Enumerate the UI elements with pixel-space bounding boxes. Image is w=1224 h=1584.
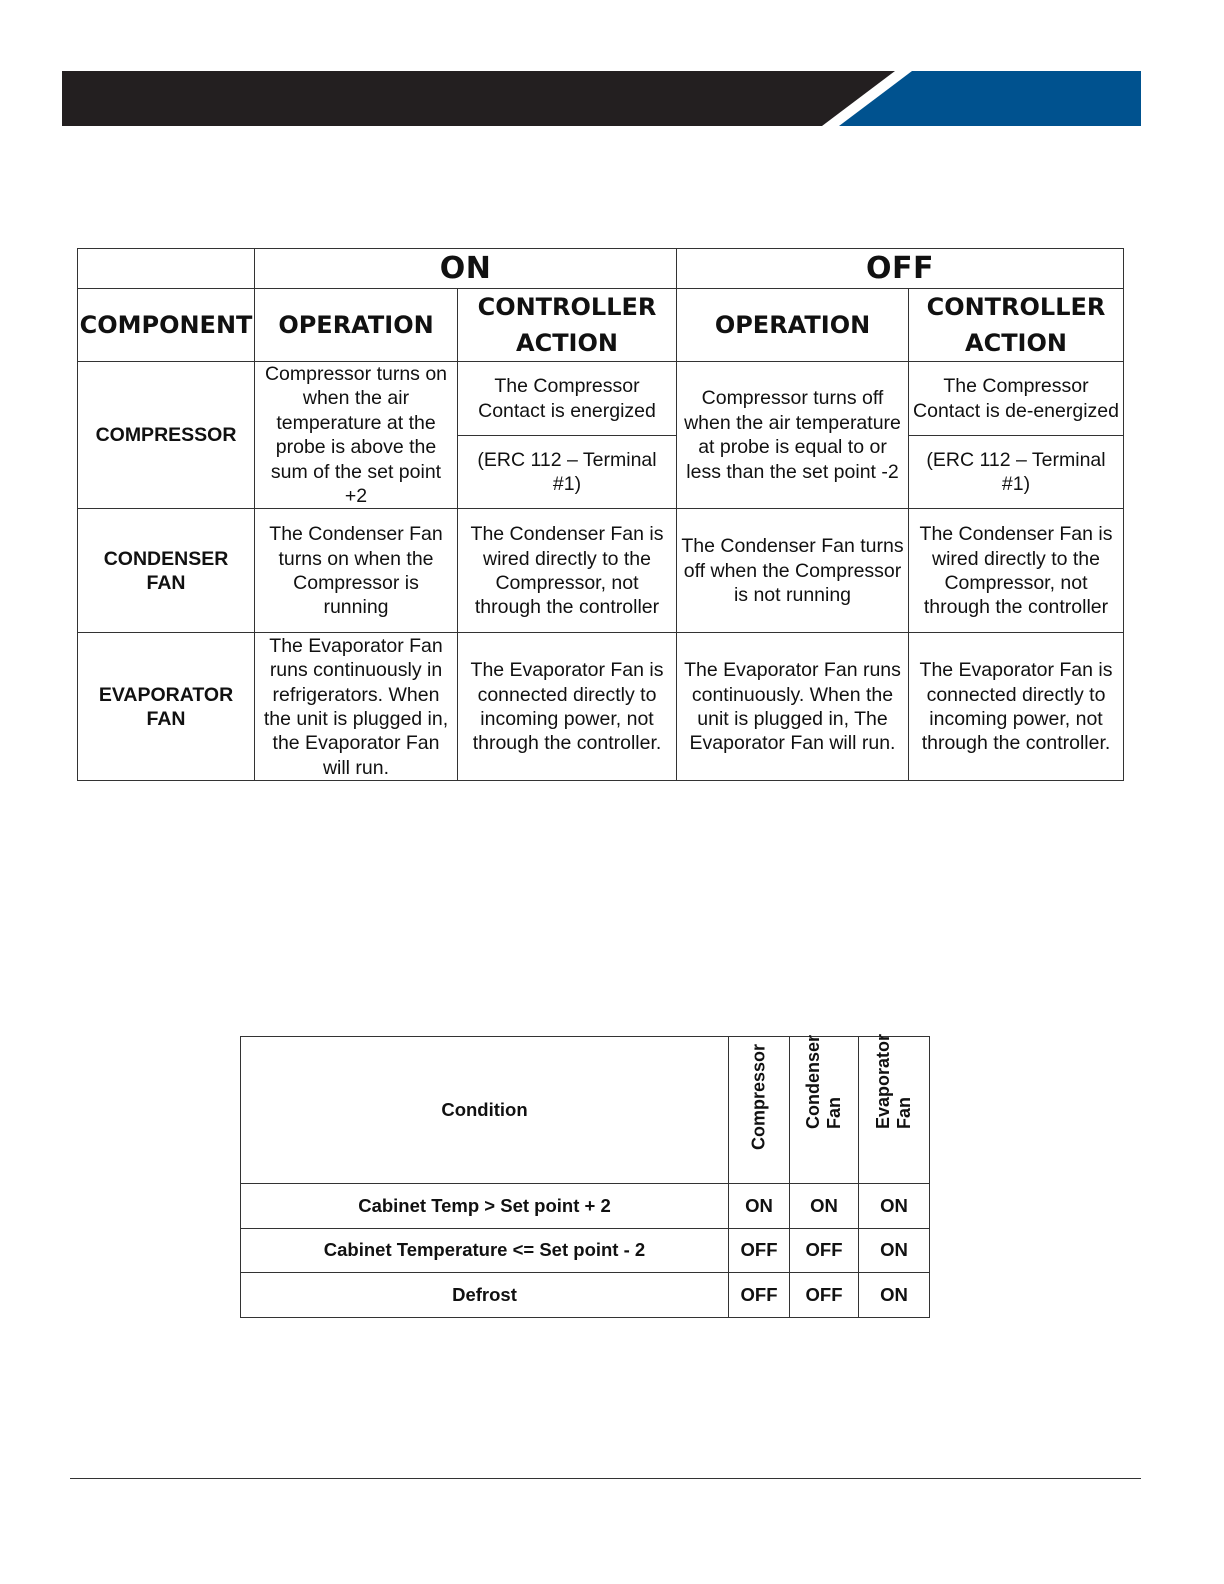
- header-off-controller-line2: ACTION: [965, 329, 1067, 357]
- condenser-label-line1: CONDENSER: [103, 547, 229, 570]
- evaporator-label-line1: EVAPORATOR: [98, 683, 234, 706]
- compressor-off-controller-bottom: (ERC 112 – Terminal #1): [909, 436, 1124, 509]
- evaporator-status: ON: [859, 1273, 930, 1318]
- header-condenser-line2: Fan: [824, 1096, 844, 1129]
- compressor-status: OFF: [729, 1273, 790, 1318]
- component-condenser-fan: [78, 509, 255, 633]
- component-operation-table: [77, 248, 1124, 781]
- header-banner: [62, 71, 1141, 126]
- compressor-on-operation: Compressor turns on when the air temperature at the probe is above the sum of the set point +2: [255, 362, 458, 509]
- header-compressor: [729, 1037, 790, 1184]
- header-compressor-text: Compressor: [748, 1043, 769, 1150]
- header-component: COMPONENT: [78, 289, 255, 362]
- compressor-status: OFF: [729, 1228, 790, 1273]
- compressor-on-controller-bottom: (ERC 112 – Terminal #1): [458, 436, 677, 509]
- footer-divider: [70, 1478, 1141, 1479]
- header-off-controller-line1: CONTROLLER: [926, 293, 1106, 321]
- header-condenser-fan: [790, 1034, 859, 1184]
- evaporator-status: ON: [859, 1228, 930, 1273]
- condition-header-row: [241, 1037, 930, 1184]
- condenser-label-line2: FAN: [146, 571, 186, 594]
- condition-row: [241, 1273, 930, 1318]
- group-off-header: OFF: [677, 249, 1124, 289]
- column-header-row: [78, 289, 1124, 362]
- component-compressor: COMPRESSOR: [78, 362, 255, 509]
- header-off-operation: OPERATION: [677, 289, 909, 362]
- header-on-operation: OPERATION: [255, 289, 458, 362]
- header-evaporator-fan-label: [873, 1034, 915, 1129]
- condition-status-table: [240, 1033, 930, 1318]
- condition-cell: Defrost: [241, 1273, 729, 1318]
- condenser-status: OFF: [790, 1228, 859, 1273]
- header-condenser-fan-label: [803, 1035, 845, 1129]
- evaporator-label-line2: FAN: [146, 707, 186, 730]
- header-evaporator-fan: [859, 1033, 930, 1184]
- header-banner-graphic: [62, 71, 1141, 126]
- condenser-on-operation: The Condenser Fan turns on when the Compressor is running: [255, 509, 458, 633]
- header-on-controller-action: [458, 289, 677, 362]
- evaporator-off-operation: The Evaporator Fan runs continuously. When the unit is plugged in, The Evaporator Fan will run.: [677, 633, 909, 781]
- header-condition-label: Condition: [441, 1099, 528, 1120]
- header-compressor-label: [749, 1044, 770, 1150]
- header-off-controller-action: [909, 289, 1124, 362]
- evaporator-off-controller: The Evaporator Fan is connected directly to incoming power, not through the controller.: [909, 633, 1124, 781]
- header-on-controller-line1: CONTROLLER: [477, 293, 657, 321]
- compressor-on-controller-top: The Compressor Contact is energized: [458, 362, 677, 436]
- compressor-status: ON: [729, 1184, 790, 1229]
- condition-row: [241, 1228, 930, 1273]
- banner-accent-band: [839, 71, 1141, 126]
- empty-corner-cell: [78, 249, 255, 289]
- evaporator-row: [78, 633, 1124, 781]
- compressor-off-controller-top: The Compressor Contact is de-energized: [909, 362, 1124, 436]
- evaporator-on-operation: The Evaporator Fan runs continuously in refrigerators. When the unit is plugged in, the Evaporator Fan will run.: [255, 633, 458, 781]
- evaporator-status: ON: [859, 1184, 930, 1229]
- header-condenser-line1: Condenser: [803, 1034, 823, 1129]
- compressor-off-operation: Compressor turns off when the air temperature at probe is equal to or less than the set point -2: [677, 362, 909, 509]
- component-evaporator-fan: [78, 633, 255, 781]
- condenser-status: OFF: [790, 1273, 859, 1318]
- condenser-off-controller: The Condenser Fan is wired directly to the Compressor, not through the controller: [909, 509, 1124, 633]
- condenser-on-controller: The Condenser Fan is wired directly to the Compressor, not through the controller: [458, 509, 677, 633]
- condition-cell: Cabinet Temp > Set point + 2: [241, 1184, 729, 1229]
- banner-dark-band: [62, 71, 895, 126]
- condenser-off-operation: The Condenser Fan turns off when the Compressor is not running: [677, 509, 909, 633]
- group-on-header: ON: [255, 249, 677, 289]
- header-evaporator-line2: Fan: [894, 1096, 914, 1129]
- header-condition: [241, 1037, 729, 1184]
- condenser-status: ON: [790, 1184, 859, 1229]
- header-on-controller-line2: ACTION: [516, 329, 618, 357]
- condenser-row: [78, 509, 1124, 633]
- evaporator-on-controller: The Evaporator Fan is connected directly to incoming power, not through the controller.: [458, 633, 677, 781]
- compressor-row-top: [78, 362, 1124, 436]
- condition-cell: Cabinet Temperature <= Set point - 2: [241, 1228, 729, 1273]
- condition-row: [241, 1184, 930, 1229]
- group-header-row: [78, 249, 1124, 289]
- header-evaporator-line1: Evaporator: [873, 1033, 893, 1129]
